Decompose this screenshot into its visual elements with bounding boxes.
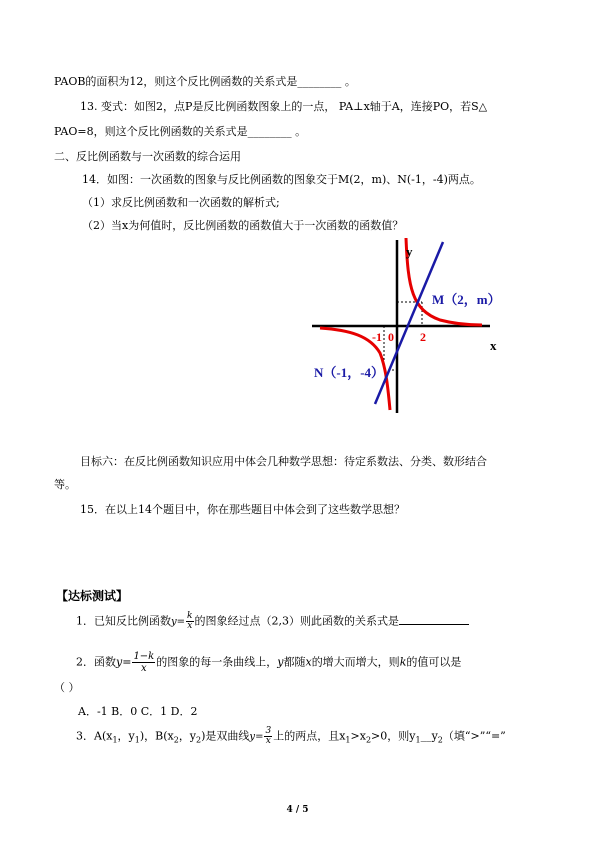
tick-label-2: 2 [420, 330, 426, 344]
function-graph [300, 228, 530, 418]
test-question-3: 3．$A(x_1$，$y_1$)，$B(x_2$，$y_2$)是双曲线y= $\frac{3}{x}$ 上的两点，且$x_1>x_2>0$，则$y_1\_\_y_2$（填“>”“=” [76, 726, 506, 746]
text-line-2: 13. 变式：如图2，点P是反比例函数图象上的一点， PA⊥x轴于A，连接PO，若S△ [80, 100, 488, 113]
test-question-1: 1．已知反比例函数y= $\frac{k}{x}$ 的图象经过点（2,3）则此函数的关系式是 [76, 612, 469, 631]
x-axis-label: x [490, 338, 497, 353]
question-14-part-1: （1）求反比例函数和一次函数的解析式; [82, 196, 280, 209]
question-15: 15．在以上14个题目中，你在那些题目中体会到了这些数学思想？ [80, 503, 405, 516]
page-number: 4 / 5 [286, 805, 309, 815]
test-question-2-options: A．-1 B．0 C．1 D．2 [78, 705, 198, 718]
point-n-label: N（-1，-4） [314, 365, 385, 380]
section-heading-2: 二、反比例函数与一次函数的综合运用 [54, 150, 241, 163]
test-question-2: 2．函数y= $\frac{1-k}{x}$ 的图象的每一条曲线上，y都随x的增大而增大，则k的值可以是 [76, 651, 462, 674]
hyperbola-branch-positive [406, 238, 482, 325]
text-line-3: PAO=8，则这个反比例函数的关系式是________ 。 [54, 125, 307, 138]
tick-label-0: 0 [388, 330, 394, 344]
point-m-label: M（2，m） [432, 292, 501, 307]
question-14: 14．如图：一次函数的图象与反比例函数的图象交于M(2，m)、N(-1，-4)两点。 [82, 173, 481, 186]
question-14-part-2: （2）当x为何值时，反比例函数的函数值大于一次函数的函数值？ [82, 219, 404, 232]
goal-six-line-2: 等。 [54, 478, 76, 491]
test-question-2-paren: （ ） [54, 681, 80, 694]
y-axis-label: y [406, 244, 413, 259]
goal-six-line-1: 目标六：在反比例函数知识应用中体会几种数学思想：待定系数法、分类、数形结合 [80, 455, 487, 468]
tick-label-neg1: -1 [372, 330, 382, 344]
text-line-1: PAOB的面积为12，则这个反比例函数的关系式是________ 。 [54, 75, 356, 88]
section-heading-test: 【达标测试】 [56, 589, 129, 603]
